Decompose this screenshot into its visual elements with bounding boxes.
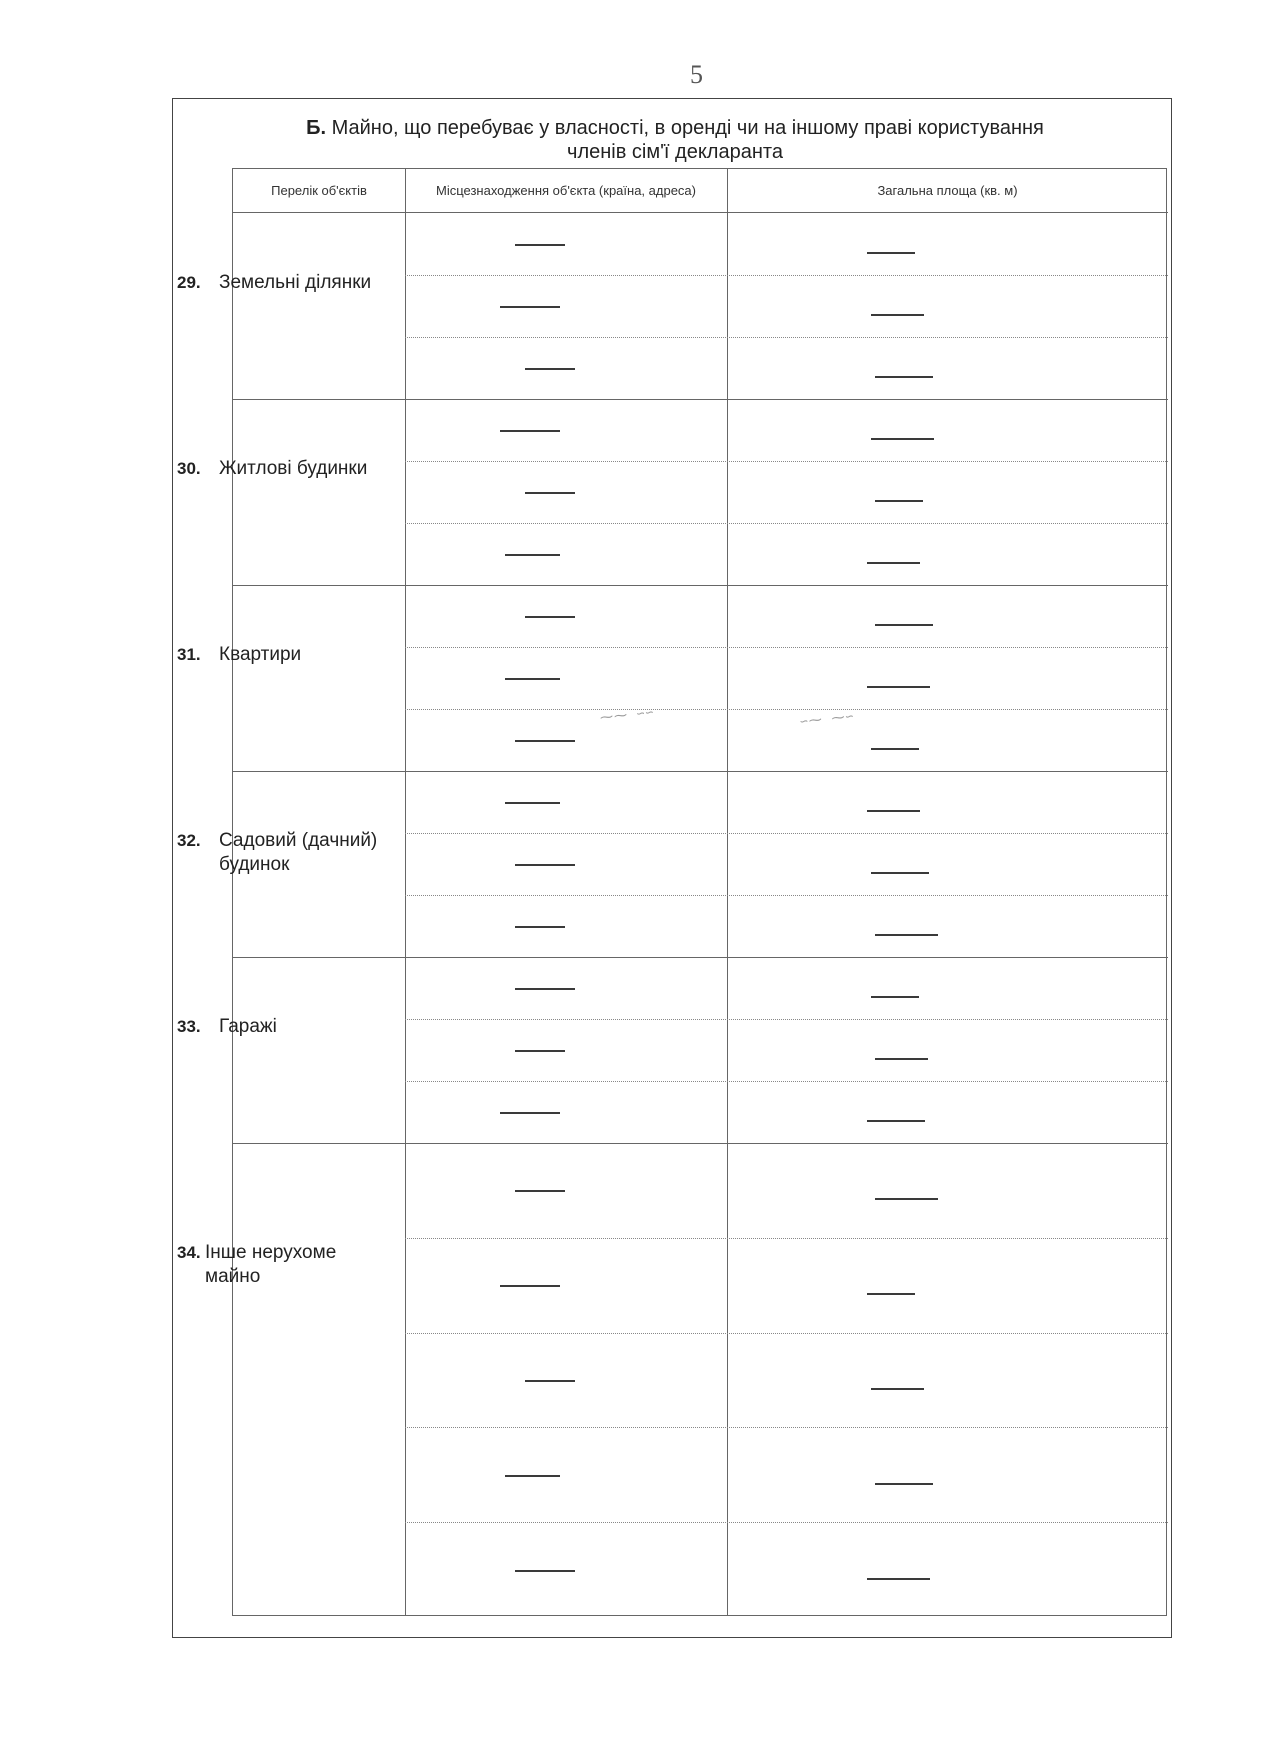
group-separator xyxy=(233,771,1168,772)
location-entry-dash xyxy=(525,492,575,494)
row-separator xyxy=(405,1333,1168,1334)
location-entry-dash xyxy=(505,678,560,680)
area-entry-dash xyxy=(871,438,934,440)
page-number: 5 xyxy=(690,60,703,89)
row-separator xyxy=(405,275,1168,276)
area-entry-dash xyxy=(875,934,938,936)
section-title-line1: Майно, що перебуває у власності, в оренді чи на іншому праві користування xyxy=(331,117,1044,139)
area-entry-dash xyxy=(875,624,933,626)
row-separator xyxy=(405,461,1168,462)
area-entry-dash xyxy=(867,252,915,254)
group-number: 30. xyxy=(177,459,201,478)
row-separator xyxy=(405,1522,1168,1523)
location-entry-dash xyxy=(525,616,575,618)
column-header-objects: Перелік об'єктів xyxy=(233,169,405,213)
area-entry-dash xyxy=(875,1198,938,1200)
location-entry-dash xyxy=(505,802,560,804)
location-entry-dash xyxy=(500,1112,560,1114)
group-number: 31. xyxy=(177,645,201,664)
area-entry-dash xyxy=(867,1293,915,1295)
location-entry-dash xyxy=(515,740,575,742)
row-separator xyxy=(405,709,1168,710)
property-table xyxy=(177,168,1167,1616)
area-entry-dash xyxy=(867,1120,925,1122)
location-entry-dash xyxy=(515,1190,565,1192)
row-separator xyxy=(405,1427,1168,1428)
column-divider xyxy=(405,169,406,1615)
group-label: Садовий (дачний) будинок xyxy=(219,830,378,875)
area-entry-dash xyxy=(871,872,929,874)
row-separator xyxy=(405,1238,1168,1239)
row-separator xyxy=(405,337,1168,338)
location-entry-dash xyxy=(515,1570,575,1572)
row-separator xyxy=(405,523,1168,524)
group-separator xyxy=(233,957,1168,958)
location-entry-dash xyxy=(525,1380,575,1382)
location-entry-dash xyxy=(515,1050,565,1052)
group-separator xyxy=(233,1143,1168,1144)
area-entry-dash xyxy=(867,686,930,688)
row-separator xyxy=(405,647,1168,648)
column-divider xyxy=(727,169,728,1615)
column-header-location: Місцезнаходження об'єкта (країна, адреса) xyxy=(405,169,727,213)
area-entry-dash xyxy=(871,996,919,998)
location-entry-dash xyxy=(505,1475,560,1477)
location-entry-dash xyxy=(515,864,575,866)
area-entry-dash xyxy=(875,500,923,502)
group-number: 33. xyxy=(177,1017,201,1036)
location-entry-dash xyxy=(515,988,575,990)
section-title-line2: членів сім'ї декларанта xyxy=(567,141,783,163)
location-entry-dash xyxy=(525,368,575,370)
area-entry-dash xyxy=(871,314,924,316)
location-entry-dash xyxy=(505,554,560,556)
row-separator xyxy=(405,895,1168,896)
area-entry-dash xyxy=(875,1058,928,1060)
section-title xyxy=(175,116,1175,164)
group-separator xyxy=(233,585,1168,586)
row-separator xyxy=(405,833,1168,834)
faint-handwriting: ⁓⁓ ∽∽ xyxy=(599,705,656,726)
group-label: Земельні ділянки xyxy=(219,272,372,293)
location-entry-dash xyxy=(500,306,560,308)
column-header-area: Загальна площа (кв. м) xyxy=(727,169,1168,213)
group-label: Інше нерухоме майно xyxy=(205,1242,337,1287)
section-letter: Б. xyxy=(306,117,327,139)
area-entry-dash xyxy=(871,748,919,750)
group-number: 29. xyxy=(177,273,201,292)
area-entry-dash xyxy=(871,1388,924,1390)
area-entry-dash xyxy=(867,1578,930,1580)
location-entry-dash xyxy=(515,244,565,246)
location-entry-dash xyxy=(500,1285,560,1287)
area-entry-dash xyxy=(875,1483,933,1485)
area-entry-dash xyxy=(867,562,920,564)
row-separator xyxy=(405,1019,1168,1020)
group-separator xyxy=(233,399,1168,400)
row-separator xyxy=(405,1081,1168,1082)
location-entry-dash xyxy=(500,430,560,432)
area-entry-dash xyxy=(867,810,920,812)
faint-handwriting: ∽⁓ ⁓∽ xyxy=(799,709,856,730)
group-label: Гаражі xyxy=(219,1016,277,1037)
location-entry-dash xyxy=(515,926,565,928)
area-entry-dash xyxy=(875,376,933,378)
group-number: 32. xyxy=(177,831,201,850)
group-label: Квартири xyxy=(219,644,302,665)
group-number: 34. xyxy=(177,1243,201,1262)
group-label: Житлові будинки xyxy=(219,458,368,479)
